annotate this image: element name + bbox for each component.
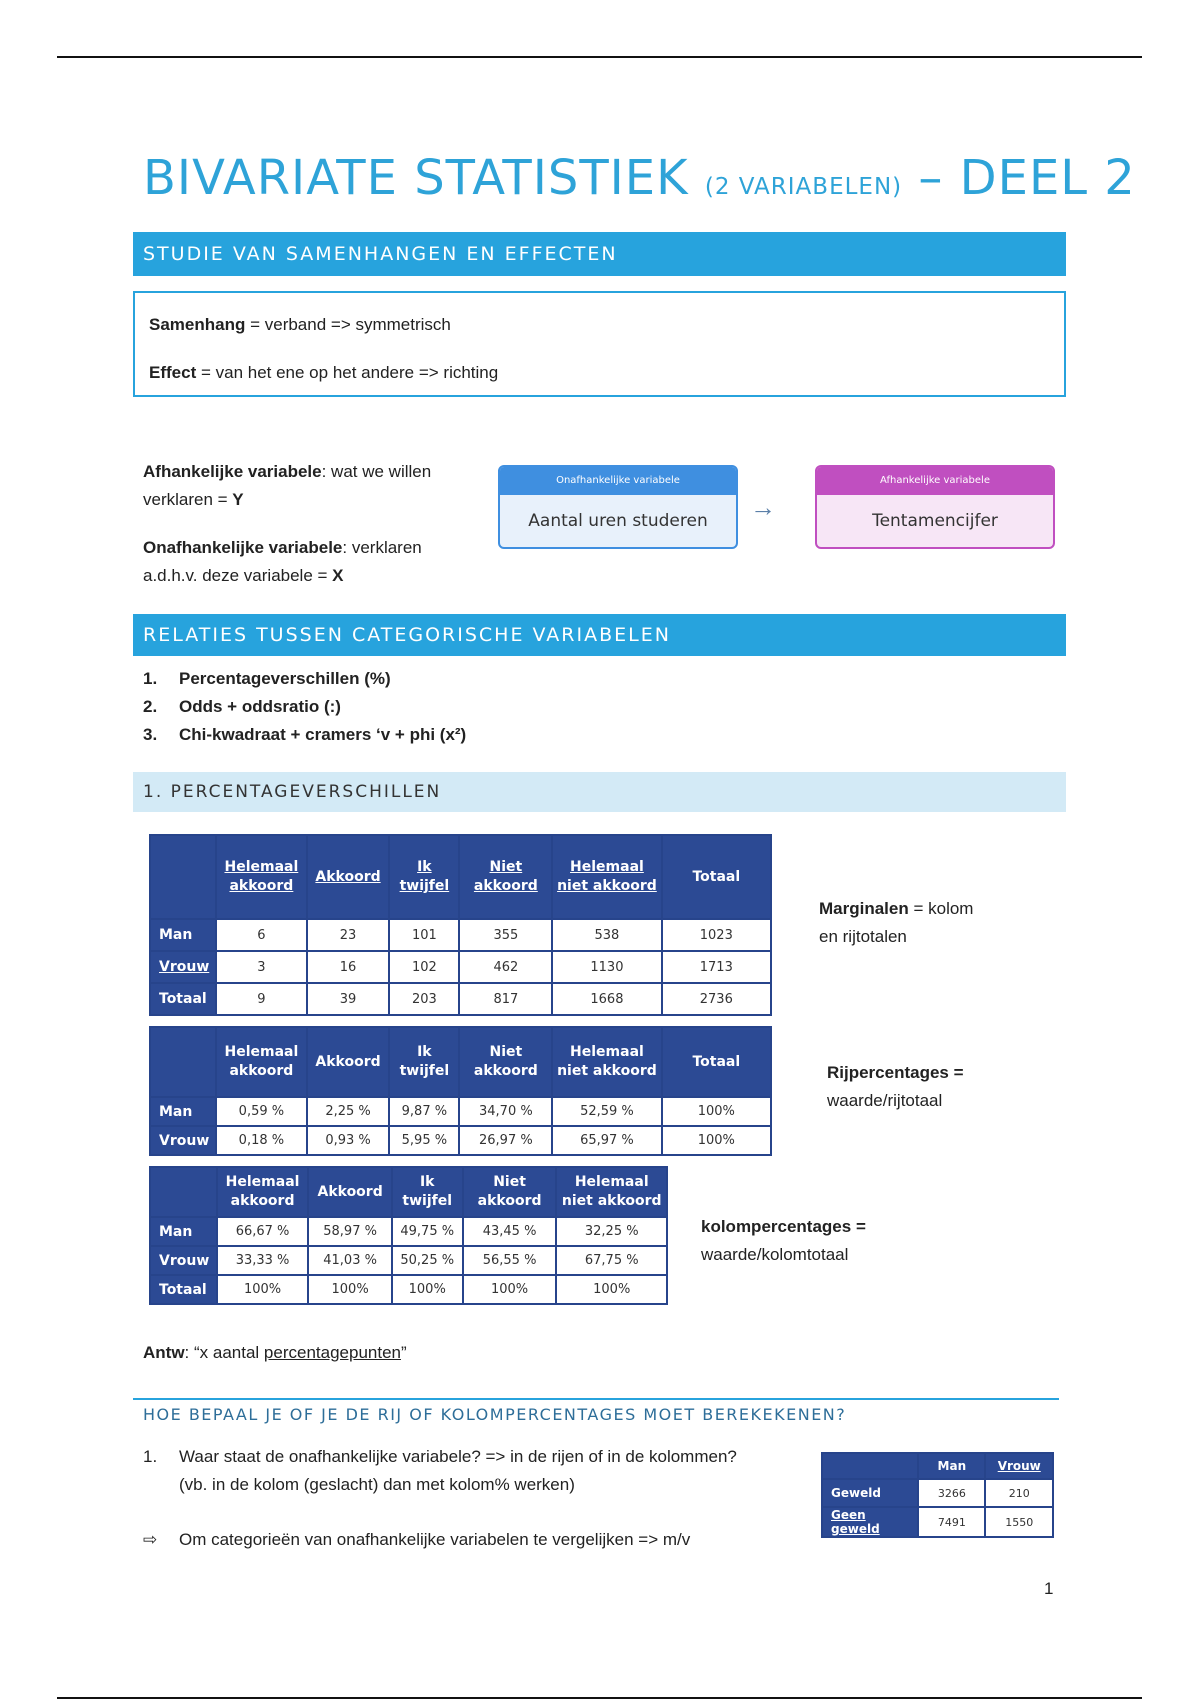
section-heading-samenhangen: STUDIE VAN SAMENHANGEN EN EFFECTEN <box>133 232 1066 276</box>
column-header: Ik twijfel <box>389 1027 459 1097</box>
row-percentages-table <box>149 1026 772 1156</box>
table-cell: 538 <box>552 919 661 951</box>
column-header: Niet akkoord <box>463 1167 557 1217</box>
dependent-variable-card <box>815 465 1055 549</box>
arrow-icon: → <box>750 492 776 522</box>
section-divider <box>133 1398 1059 1400</box>
row-header: Vrouw <box>150 1246 217 1275</box>
table-row <box>822 1507 1053 1537</box>
column-header: Helemaal akkoord <box>217 1167 309 1217</box>
column-header: Helemaal niet akkoord <box>552 835 661 919</box>
corner-cell <box>150 1167 217 1217</box>
table-cell: 43,45 % <box>463 1217 557 1246</box>
table-cell: 0,59 % <box>216 1097 307 1126</box>
table-cell: 56,55 % <box>463 1246 557 1275</box>
table-cell: 52,59 % <box>552 1097 661 1126</box>
list-item: 3. Chi-kwadraat + cramers ‘v + phi (x²) <box>143 725 467 744</box>
page-title: BIVARIATE STATISTIEK (2 VARIABELEN) – DEEL 2 <box>143 150 1136 206</box>
column-header: Niet akkoord <box>459 1027 552 1097</box>
table-cell: 49,75 % <box>392 1217 463 1246</box>
column-header: Totaal <box>662 835 771 919</box>
step-1: 1. Waar staat de onafhankelijke variabele? => in de rijen of in de kolommen? (vb. in de kolom (geslacht) dan met kolom% werken) <box>143 1447 737 1494</box>
rijpercentages-note: Rijpercentages = waarde/rijtotaal <box>827 1063 964 1110</box>
column-header: Totaal <box>662 1027 771 1097</box>
table-cell: 7491 <box>918 1507 985 1537</box>
column-header: Helemaal niet akkoord <box>552 1027 661 1097</box>
table-cell: 100% <box>662 1126 771 1155</box>
bottom-rule <box>57 1697 1142 1699</box>
dependent-card-header: Afhankelijke variabele <box>817 467 1053 495</box>
table-cell: 0,93 % <box>307 1126 390 1155</box>
column-header: Helemaal akkoord <box>216 835 307 919</box>
table-cell: 100% <box>662 1097 771 1126</box>
dependent-card-body: Tentamencijfer <box>872 511 998 531</box>
column-header: Helemaal niet akkoord <box>556 1167 667 1217</box>
subsection-heading-percentageverschillen: 1. PERCENTAGEVERSCHILLEN <box>133 772 1066 812</box>
table-cell: 100% <box>556 1275 667 1304</box>
top-rule <box>57 56 1142 58</box>
table-row <box>150 1217 667 1246</box>
corner-cell <box>822 1453 918 1479</box>
column-header: Ik twijfel <box>389 835 459 919</box>
table-cell: 210 <box>985 1479 1053 1507</box>
table-cell: 6 <box>216 919 307 951</box>
definition-samenhang: Samenhang = verband => symmetrisch <box>149 315 451 334</box>
table-cell: 23 <box>307 919 390 951</box>
table-row <box>150 1126 771 1155</box>
table-cell: 3 <box>216 951 307 983</box>
table-cell: 2,25 % <box>307 1097 390 1126</box>
table-cell: 3266 <box>918 1479 985 1507</box>
table-row <box>150 951 771 983</box>
table-cell: 50,25 % <box>392 1246 463 1275</box>
table-cell: 1668 <box>552 983 661 1015</box>
step-arrow-line: ⇨ Om categorieën van onafhankelijke variabelen te vergelijken => m/v <box>143 1526 823 1554</box>
kolompercentages-note: kolompercentages = waarde/kolomtotaal <box>701 1217 866 1264</box>
dependent-variable-text: Afhankelijke variabele: wat we willen verklaren = Y <box>143 462 432 509</box>
row-header: Totaal <box>150 983 216 1015</box>
table-cell: 9 <box>216 983 307 1015</box>
table-cell: 102 <box>389 951 459 983</box>
row-header: Vrouw <box>150 951 216 983</box>
corner-cell <box>150 1027 216 1097</box>
column-header: Akkoord <box>307 1027 390 1097</box>
table-cell: 41,03 % <box>308 1246 391 1275</box>
independent-card-header: Onafhankelijke variabele <box>500 467 736 495</box>
geweld-table <box>821 1452 1054 1538</box>
table-cell: 16 <box>307 951 390 983</box>
table-cell: 1130 <box>552 951 661 983</box>
table-cell: 0,18 % <box>216 1126 307 1155</box>
answer-line: Antw: “x aantal percentagepunten” <box>143 1343 407 1362</box>
table-cell: 32,25 % <box>556 1217 667 1246</box>
table-row <box>150 919 771 951</box>
marginalen-note: Marginalen = kolom en rijtotalen <box>819 899 974 946</box>
table-cell: 2736 <box>662 983 771 1015</box>
column-header: Akkoord <box>308 1167 391 1217</box>
table-cell: 66,67 % <box>217 1217 309 1246</box>
table-cell: 65,97 % <box>552 1126 661 1155</box>
list-item: 2. Odds + oddsratio (:) <box>143 697 341 716</box>
column-header: Helemaal akkoord <box>216 1027 307 1097</box>
table-cell: 100% <box>392 1275 463 1304</box>
column-header: Vrouw <box>985 1453 1053 1479</box>
column-header: Man <box>918 1453 985 1479</box>
section-heading-relaties: RELATIES TUSSEN CATEGORISCHE VARIABELEN <box>133 614 1066 656</box>
table-cell: 26,97 % <box>459 1126 552 1155</box>
table-cell: 462 <box>459 951 552 983</box>
column-header: Akkoord <box>307 835 390 919</box>
independent-variable-text: Onafhankelijke variabele: verklaren a.d.h.v. deze variabele = X <box>143 538 422 585</box>
column-percentages-table <box>149 1166 668 1305</box>
table-row <box>150 1275 667 1304</box>
list-item: 1. Percentageverschillen (%) <box>143 669 391 688</box>
table-cell: 817 <box>459 983 552 1015</box>
table-row <box>150 1097 771 1126</box>
table-cell: 5,95 % <box>389 1126 459 1155</box>
table-cell: 33,33 % <box>217 1246 309 1275</box>
row-header: Man <box>150 919 216 951</box>
page-number: 1 <box>1044 1579 1054 1598</box>
corner-cell <box>150 835 216 919</box>
table-cell: 355 <box>459 919 552 951</box>
row-header: Totaal <box>150 1275 217 1304</box>
row-header: Vrouw <box>150 1126 216 1155</box>
methods-list <box>143 665 466 749</box>
independent-card-body: Aantal uren studeren <box>528 511 708 531</box>
table-cell: 100% <box>463 1275 557 1304</box>
table-cell: 1023 <box>662 919 771 951</box>
table-cell: 67,75 % <box>556 1246 667 1275</box>
table-cell: 39 <box>307 983 390 1015</box>
arrow-right-icon: ⇨ <box>143 1530 158 1549</box>
table-row <box>150 983 771 1015</box>
column-header: Niet akkoord <box>459 835 552 919</box>
row-header: Geweld <box>822 1479 918 1507</box>
table-cell: 1713 <box>662 951 771 983</box>
row-header: Man <box>150 1097 216 1126</box>
table-cell: 101 <box>389 919 459 951</box>
table-cell: 58,97 % <box>308 1217 391 1246</box>
table-cell: 100% <box>217 1275 309 1304</box>
table-cell: 1550 <box>985 1507 1053 1537</box>
row-header: Geen geweld <box>822 1507 918 1537</box>
table-cell: 100% <box>308 1275 391 1304</box>
definition-effect: Effect = van het ene op het andere => richting <box>149 363 499 382</box>
section-heading-rij-of-kolom: HOE BEPAAL JE OF JE DE RIJ OF KOLOMPERCENTAGES MOET BEREKEKENEN? <box>143 1405 847 1424</box>
definition-box <box>133 291 1066 397</box>
counts-table <box>149 834 772 1016</box>
table-row <box>822 1479 1053 1507</box>
row-header: Man <box>150 1217 217 1246</box>
table-cell: 203 <box>389 983 459 1015</box>
column-header: Ik twijfel <box>392 1167 463 1217</box>
independent-variable-card <box>498 465 738 549</box>
table-cell: 9,87 % <box>389 1097 459 1126</box>
table-row <box>150 1246 667 1275</box>
table-cell: 34,70 % <box>459 1097 552 1126</box>
